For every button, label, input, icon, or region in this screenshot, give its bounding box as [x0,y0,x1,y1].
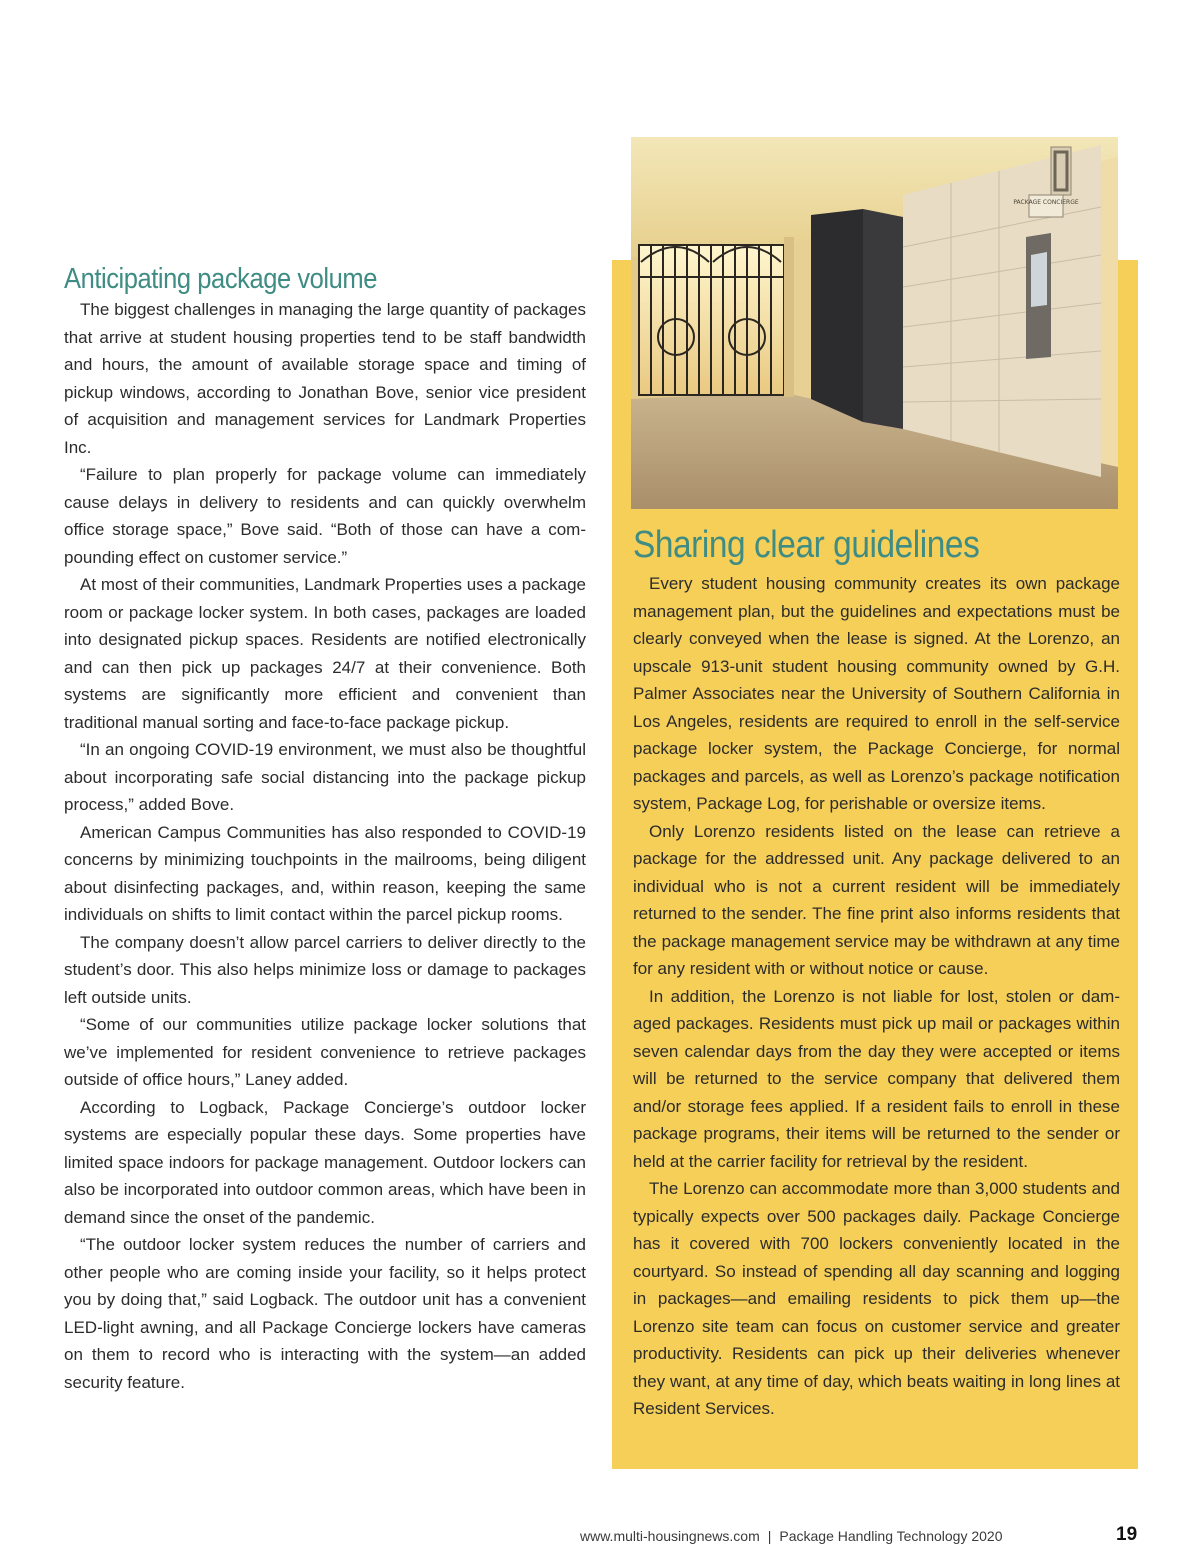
page-footer [580,1528,1003,1544]
article-paragraph: “In an ongoing COVID-19 environment, we must also be thoughtful about incorporating safe social distancing into the package pickup process,” added Bove. [64,740,586,814]
sidebar-paragraph: Every student housing community creates its own package management plan, but the guidelines and expectations must be clearly conveyed when the lease is signed. At the Lorenzo, an upscale 913-unit student housing community owned by G.H. Palmer Associates near the University of Southern California in Los Angeles, residents are required to enroll in the self-service package locker system, the Package Concierge, for normal packages and parcels, as well as Lorenzo’s package notification system, Package Log, for perishable or oversize items. [633,574,1120,813]
sidebar-article-column [633,522,1120,1423]
article-paragraph: The company doesn’t allow parcel carriers to deliver directly to the student’s door. This also helps minimize loss or damage to packages left outside units. [64,932,586,1007]
locker-room-photo [631,137,1118,509]
article-paragraph: At most of their communities, Landmark Properties uses a package room or package locker system. In both cases, packages are loaded into designated pickup spaces. Residents are notified electronically and can then pick up packages 24/7 at their convenience. Both systems are significantly more efficient and convenient than traditional manual sorting and face-to-face package pickup. [64,575,586,732]
footer-url[interactable]: www.multi-housingnews.com [580,1528,760,1544]
locker-sign-text: PACKAGE CONCIERGE [1013,199,1079,206]
article-paragraph: “Failure to plan properly for package volume can immediately cause delays in delivery to residents and can quickly overwhelm office storage space,” Bove said. “Both of those can have a compounding effect on customer service.” [64,465,586,567]
section-heading-anticipating: Anticipating package volume [64,263,377,295]
main-article-column [64,262,586,1396]
locker-room-illustration [631,137,1118,509]
sidebar-paragraph: The Lorenzo can accommodate more than 3,000 students and typically expects over 500 packages daily. Package Concierge has it covered with 700 lockers conveniently located in the courtyard. So instead of spending all day scanning and logging in packages—and emailing residents to pick them up—the Lorenzo site team can focus on customer service and greater productivity. Residents can pick up their deliveries whenever they want, at any time of day, which beats waiting in long lines at Resident Services. [633,1179,1120,1418]
footer-publication: Package Handling Technology 2020 [779,1528,1003,1544]
page-number: 19 [1116,1524,1138,1545]
article-paragraph: American Campus Communities has also responded to COVID-19 concerns by minimizing touchpoints in the mailrooms, being diligent about disinfecting packages, and, within reason, keeping the same individuals on shifts to limit contact within the parcel pickup rooms. [64,822,586,924]
article-paragraph: According to Logback, Package Concierge’s outdoor locker systems are especially popular these days. Some properties have limited space indoors for package management. Outdoor lockers can also be incorporated into outdoor common areas, which have been in demand since the onset of the pandemic. [64,1097,586,1227]
article-paragraph: “The outdoor locker system reduces the number of carriers and other people who are coming inside your facility, so it helps protect you by doing that,” said Logback. The outdoor unit has a convenient LED-light awning, and all Package Concierge lockers have cameras on them to record who is interacting with the system—an added security feature. [64,1235,586,1392]
footer-separator: | [767,1528,772,1544]
sidebar-paragraph: In addition, the Lorenzo is not liable for lost, stolen or damaged packages. Residents must pick up mail or packages within seven calendar days from the day they were accepted or items will be returned to the service company that delivered them and/or storage fees applied. If a resident fails to enroll in these package programs, their items will be returned to the sender or held at the carrier facility for retrieval by the resident. [633,986,1120,1171]
article-paragraph: The biggest challenges in managing the large quantity of packages that arrive at student housing properties tend to be staff bandwidth and hours, the amount of available storage space and timing of pickup windows, according to Jonathan Bove, senior vice president of acquisition and management services for Landmark Properties Inc. [64,300,586,457]
article-paragraph: “Some of our communities utilize package locker solutions that we’ve implemented for resident convenience to retrieve packages outside of office hours,” Laney added. [64,1015,586,1089]
section-heading-sharing: Sharing clear guidelines [633,524,980,566]
sidebar-paragraph: Only Lorenzo residents listed on the lease can retrieve a package for the addressed unit. Any package delivered to an individual who is not a current resident will be immediately returned to the sender. The fine print also informs residents that the package management service may be withdrawn at any time for any resident with or without notice or cause. [633,821,1120,978]
